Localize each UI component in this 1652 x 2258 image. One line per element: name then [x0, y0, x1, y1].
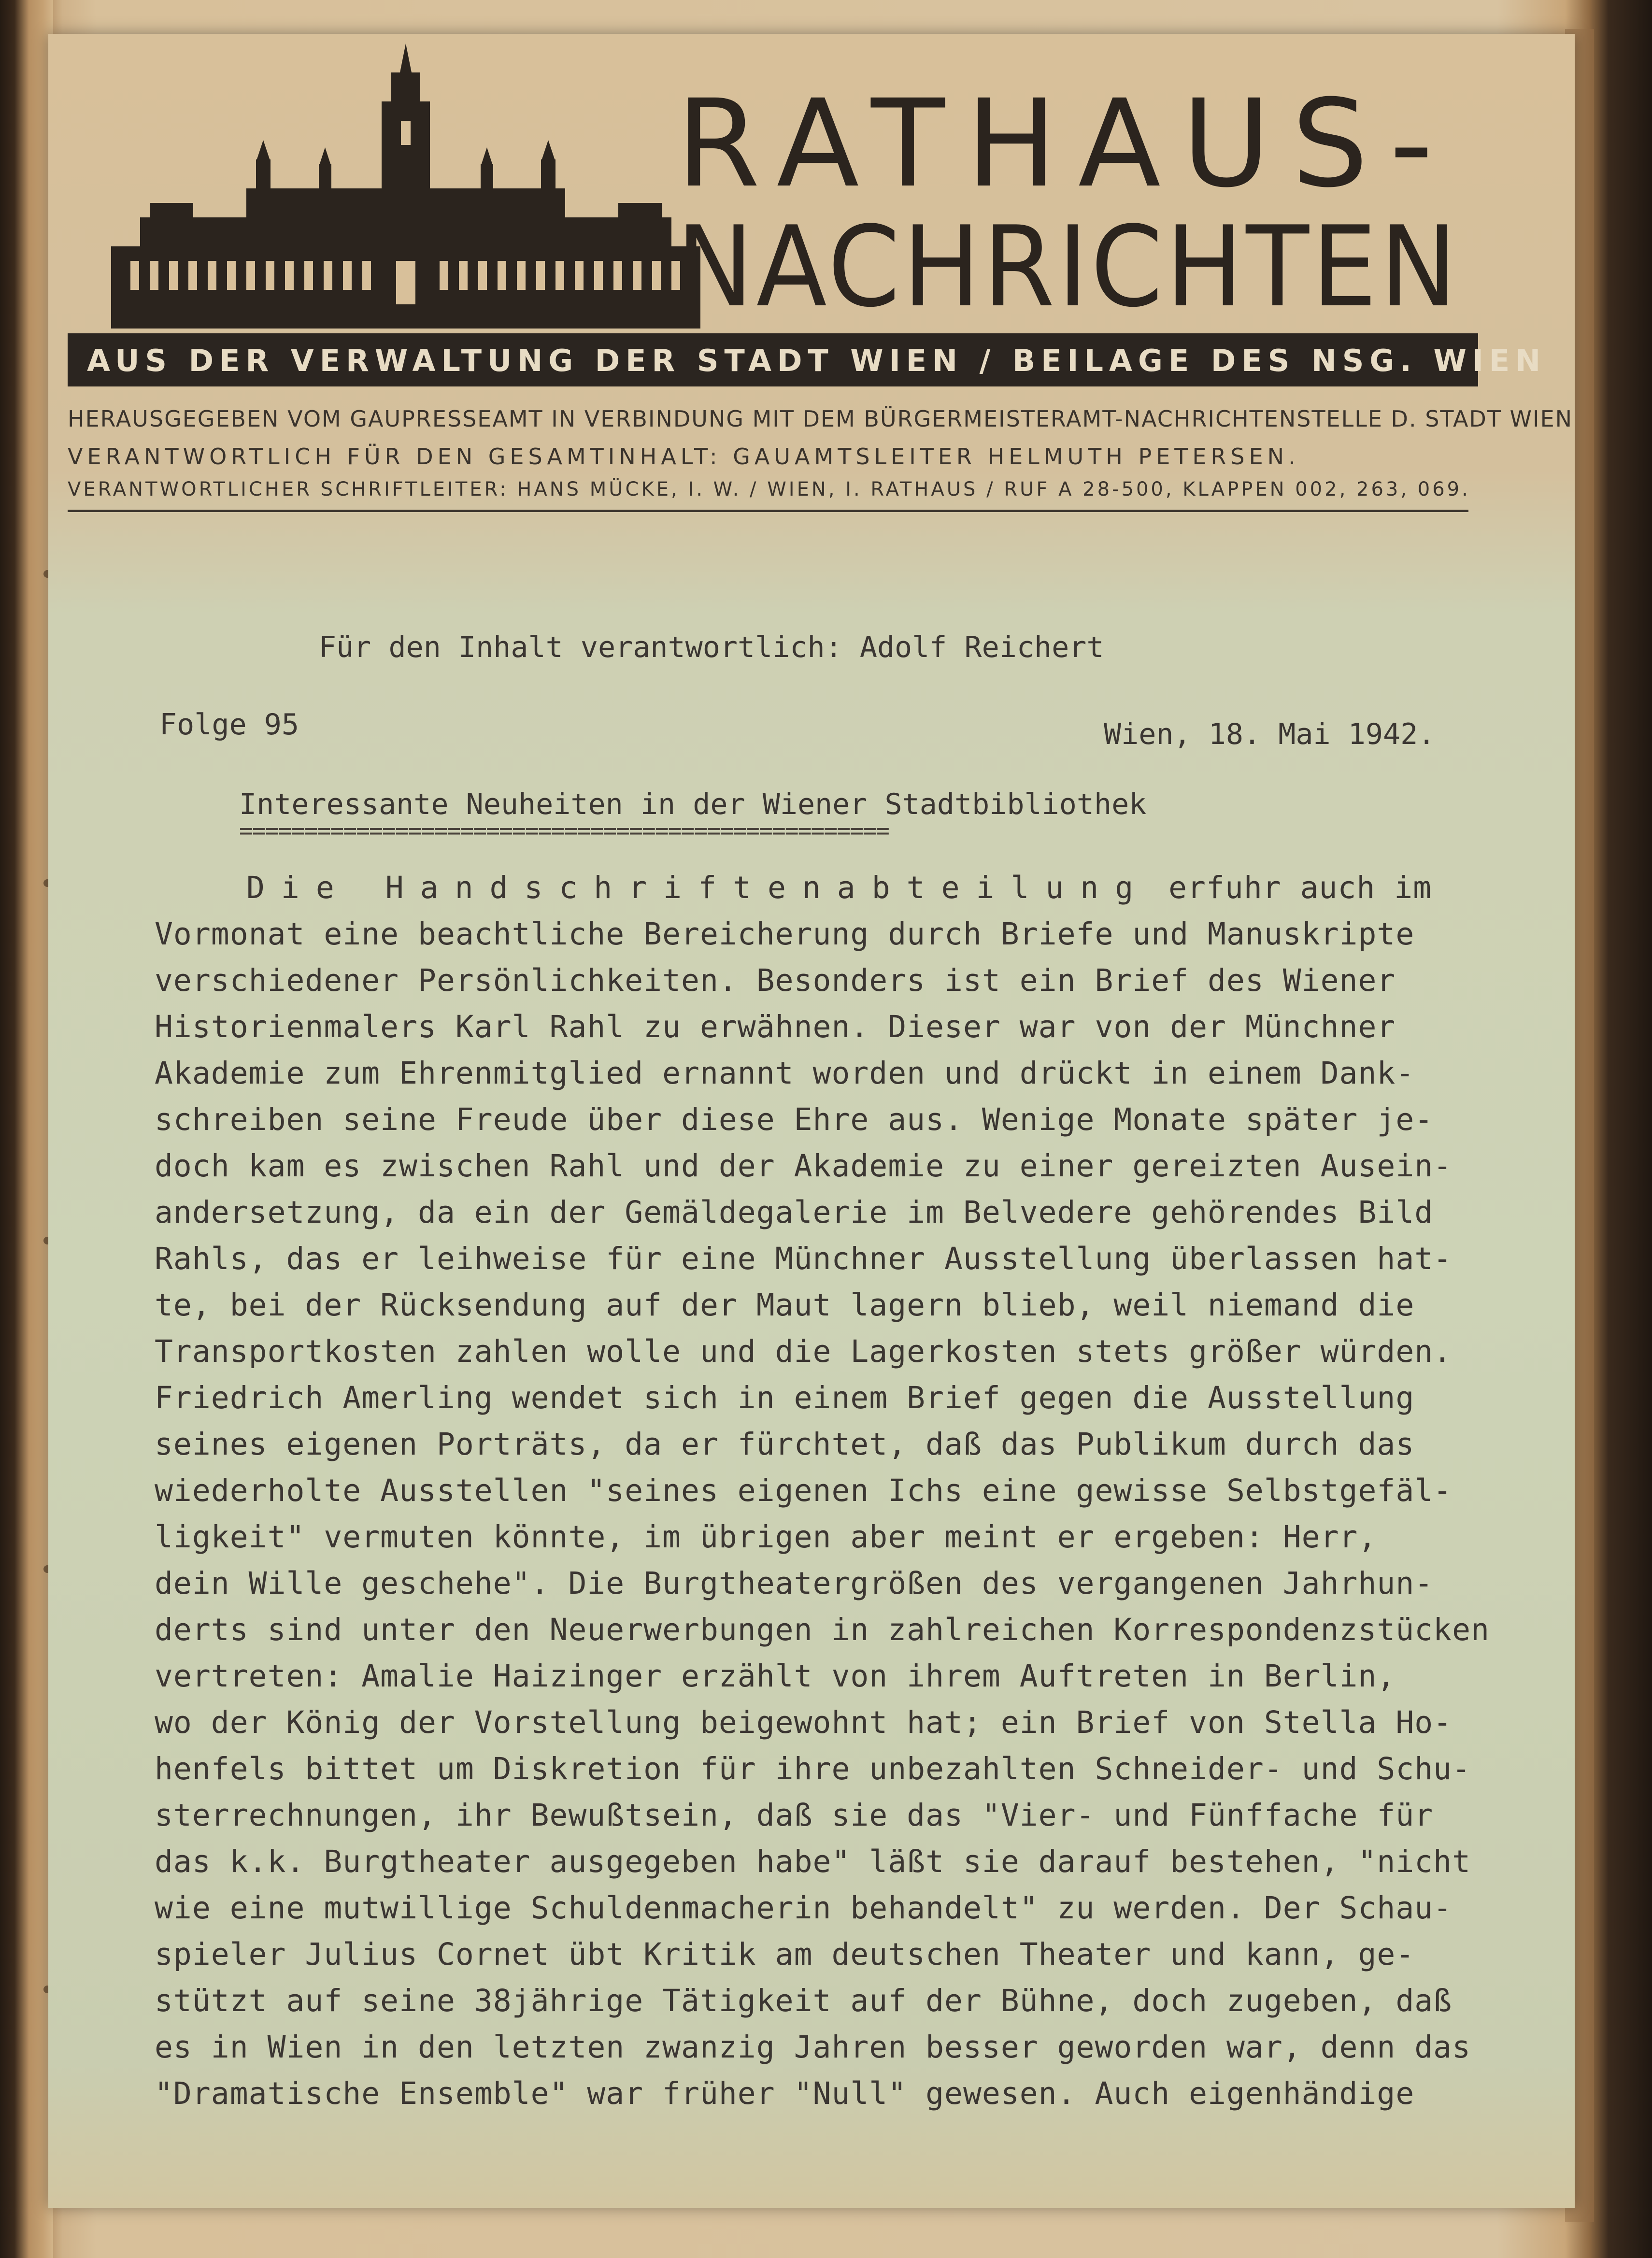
masthead — [68, 43, 1547, 378]
article-line: wiederholte Ausstellen "seines eigenen Ichs eine gewisse Selbstgefäl- — [155, 1473, 1453, 1508]
article-line: derts sind unter den Neuerwerbungen in zahlreichen Korrespondenzstücken — [155, 1612, 1490, 1647]
article-line: henfels bittet um Diskretion für ihre unbezahlten Schneider- und Schu- — [155, 1751, 1471, 1786]
article-first-line — [155, 865, 1526, 911]
article-line: wie eine mutwillige Schuldenmacherin behandelt" zu werden. Der Schau- — [155, 1890, 1453, 1926]
issue-date: Wien, 18. Mai 1942. — [1104, 717, 1436, 751]
binding-edge — [0, 0, 53, 2258]
article-headline: Interessante Neuheiten in der Wiener Stadtbibliothek — [239, 787, 1147, 821]
lead-spaced-words: Die Handschriftenabteilung — [246, 870, 1150, 905]
masthead-band-text: AUS DER VERWALTUNG DER STADT WIEN / BEILAGE DES NSG. WIEN — [87, 343, 1547, 378]
article-line: Vormonat eine beachtliche Bereicherung durch Briefe und Manuskripte — [155, 916, 1415, 952]
article-line: spieler Julius Cornet übt Kritik am deutschen Theater und kann, ge- — [155, 1937, 1415, 1972]
article-line: seines eigenen Porträts, da er fürchtet, daß das Publikum durch das — [155, 1427, 1415, 1462]
headline-underline: ================================================== — [239, 817, 889, 844]
imprint-editor: VERANTWORTLICHER SCHRIFTLEITER: HANS MÜCKE, I. W. / WIEN, I. RATHAUS / RUF A 28-500, KLAPPEN 002, 263, 069. — [68, 478, 1470, 500]
article-line: dein Wille geschehe". Die Burgtheatergrößen des vergangenen Jahrhun- — [155, 1566, 1434, 1601]
lead-rest: erfuhr auch im — [1150, 870, 1432, 905]
article-line: Transportkosten zahlen wolle und die Lagerkosten stets größer würden. — [155, 1334, 1453, 1369]
article-line: sterrechnungen, ihr Bewußtsein, daß sie das "Vier- und Fünffache für — [155, 1798, 1434, 1833]
article-line: "Dramatische Ensemble" war früher "Null" gewesen. Auch eigenhändige — [155, 2076, 1415, 2111]
article-line: schreiben seine Freude über diese Ehre aus. Wenige Monate später je- — [155, 1102, 1434, 1137]
masthead-title-line2: NACHRICHTEN — [676, 203, 1460, 332]
article-line: ligkeit" vermuten könnte, im übrigen aber meint er ergeben: Herr, — [155, 1519, 1377, 1555]
article-line: verschiedener Persönlichkeiten. Besonders ist ein Brief des Wiener — [155, 963, 1396, 998]
article-line: wo der König der Vorstellung beigewohnt hat; ein Brief von Stella Ho- — [155, 1705, 1453, 1740]
article-line: andersetzung, da ein der Gemäldegalerie im Belvedere gehörendes Bild — [155, 1195, 1434, 1230]
article-line: stützt auf seine 38jährige Tätigkeit auf der Bühne, doch zugeben, daß — [155, 1983, 1453, 2018]
issue-number: Folge 95 — [159, 708, 299, 742]
article-lines — [155, 911, 1526, 2117]
imprint-responsible: VERANTWORTLICH FÜR DEN GESAMTINHALT: GAUAMTSLEITER HELMUTH PETERSEN. — [68, 443, 1300, 470]
article-line: Akademie zum Ehrenmitglied ernannt worden und drückt in einem Dank- — [155, 1056, 1415, 1091]
imprint-publisher: HERAUSGEGEBEN VOM GAUPRESSEAMT IN VERBINDUNG MIT DEM BÜRGERMEISTERAMT-NACHRICHTENSTELLE D. STADT WIEN — [68, 406, 1573, 432]
article-line: Friedrich Amerling wendet sich in einem Brief gegen die Ausstellung — [155, 1380, 1415, 1415]
article-line: doch kam es zwischen Rahl und der Akademie zu einer gereizten Ausein- — [155, 1148, 1453, 1184]
article-line: vertreten: Amalie Haizinger erzählt von ihrem Auftreten in Berlin, — [155, 1658, 1396, 1694]
masthead-title-line1: RATHAUS- — [676, 73, 1454, 214]
city-hall-icon — [111, 43, 700, 329]
article-line: Rahls, das er leihweise für eine Münchner Ausstellung überlassen hat- — [155, 1241, 1453, 1276]
masthead-rule — [68, 510, 1468, 512]
responsible-line: Für den Inhalt verantwortlich: Adolf Reichert — [319, 630, 1104, 664]
article-body — [155, 865, 1526, 2117]
article-line: Historienmalers Karl Rahl zu erwähnen. Dieser war von der Münchner — [155, 1009, 1396, 1044]
article-line: es in Wien in den letzten zwanzig Jahren besser geworden war, denn das — [155, 2029, 1471, 2065]
article-line: das k.k. Burgtheater ausgegeben habe" läßt sie darauf bestehen, "nicht — [155, 1844, 1471, 1879]
article-line: te, bei der Rücksendung auf der Maut lagern blieb, weil niemand die — [155, 1287, 1415, 1323]
masthead-band — [68, 333, 1547, 386]
